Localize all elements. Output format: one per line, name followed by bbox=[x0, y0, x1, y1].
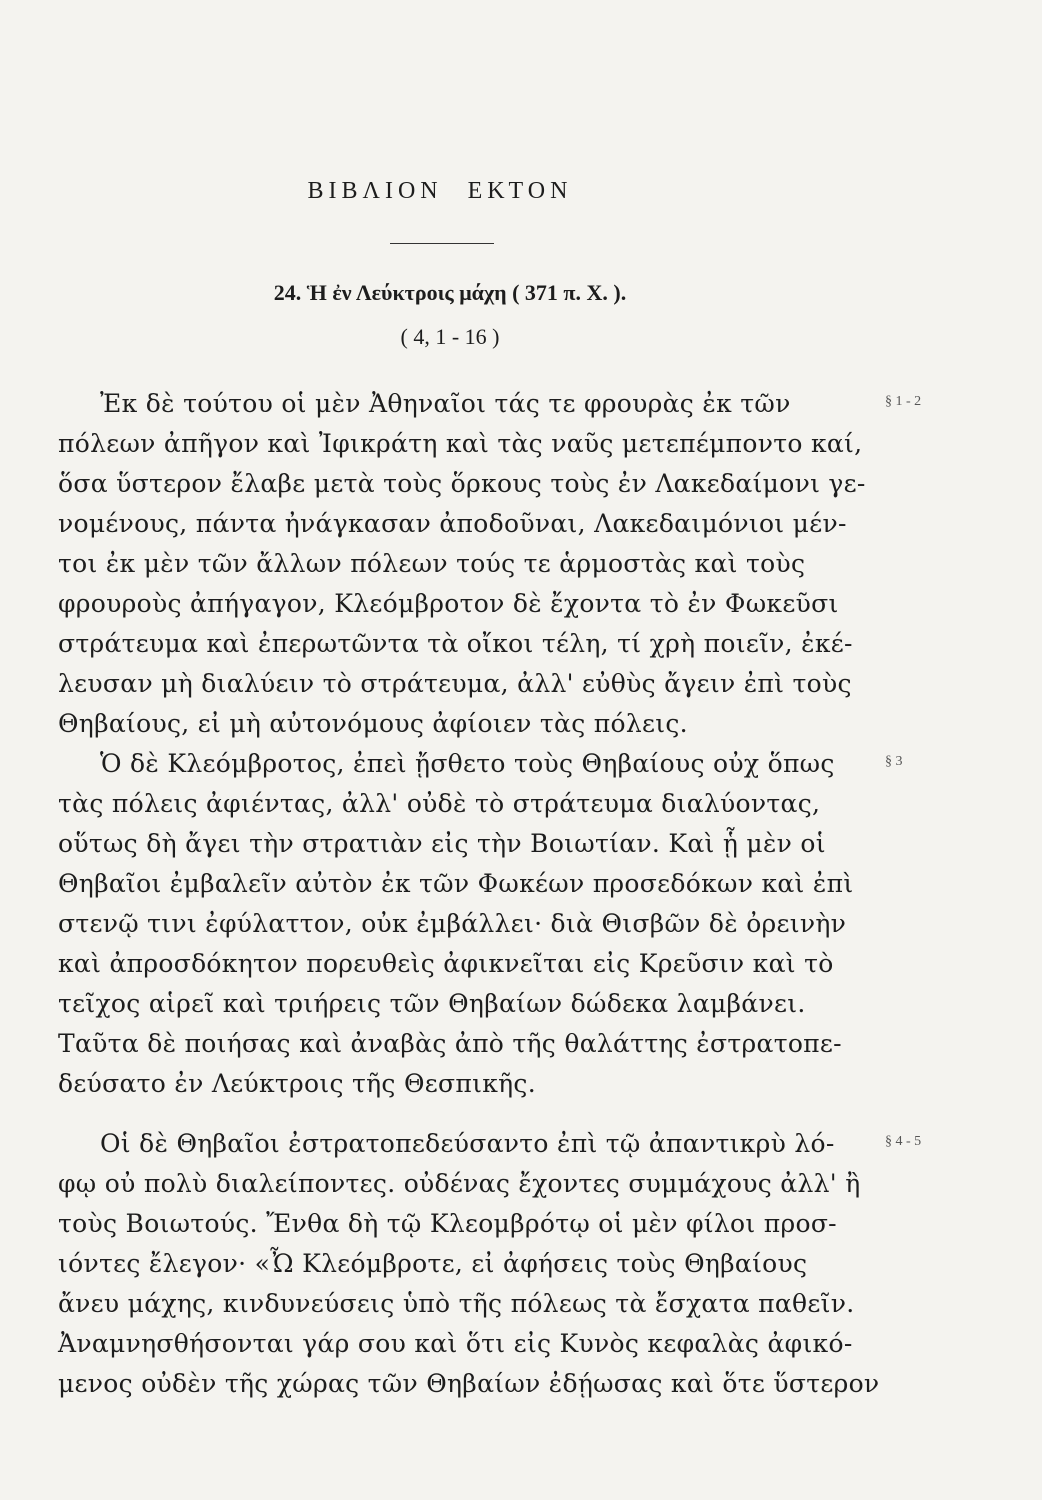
margin-reference: § 3 bbox=[885, 754, 903, 769]
chapter-reference: ( 4, 1 - 16 ) bbox=[400, 324, 500, 349]
text-line: Ὁ δὲ Κλεόμβροτος, ἐπεὶ ᾔσθετο τοὺς Θηβαίους οὐχ ὅπως bbox=[100, 749, 835, 778]
title-rule bbox=[390, 243, 494, 244]
text-line: μενος οὐδὲν τῆς χώρας τῶν Θηβαίων ἐδῄωσας καὶ ὅτε ὕστερον bbox=[58, 1369, 880, 1398]
text-line: πόλεων ἀπῆγον καὶ Ἰφικράτη καὶ τὰς ναῦς μετεπέμποντο καί, bbox=[58, 429, 863, 458]
text-line: Οἱ δὲ Θηβαῖοι ἐστρατοπεδεύσαντο ἐπὶ τῷ ἀπαντικρὺ λό- bbox=[100, 1129, 835, 1158]
text-line: λευσαν μὴ διαλύειν τὸ στράτευμα, ἀλλ' εὐθὺς ἄγειν ἐπὶ τοὺς bbox=[58, 669, 852, 698]
text-line: στενῷ τινι ἐφύλαττον, οὐκ ἐμβάλλει· διὰ Θισβῶν δὲ ὀρεινὴν bbox=[58, 909, 847, 938]
book-title: ΒΙΒΛΙΟΝ ΕΚΤΟΝ bbox=[307, 178, 573, 204]
text-line: ὅσα ὕστερον ἔλαβε μετὰ τοὺς ὅρκους τοὺς ἐν Λακεδαίμονι γε- bbox=[58, 469, 866, 498]
text-line: οὕτως δὴ ἄγει τὴν στρατιὰν εἰς τὴν Βοιωτίαν. Καὶ ᾗ μὲν οἱ bbox=[58, 829, 826, 858]
margin-reference: § 1 - 2 bbox=[885, 394, 922, 409]
text-line: Ἐκ δὲ τούτου οἱ μὲν Ἀθηναῖοι τάς τε φρουρὰς ἐκ τῶν bbox=[100, 389, 791, 418]
text-line: τοὺς Βοιωτούς. Ἔνθα δὴ τῷ Κλεομβρότῳ οἱ μὲν φίλοι προσ- bbox=[58, 1209, 837, 1238]
text-line: Θηβαῖοι ἐμβαλεῖν αὐτὸν ἐκ τῶν Φωκέων προσεδόκων καὶ ἐπὶ bbox=[58, 869, 854, 898]
text-line: Ἀναμνησθήσονται γάρ σου καὶ ὅτι εἰς Κυνὸς κεφαλὰς ἀφικό- bbox=[58, 1329, 853, 1358]
text-line: Θηβαίους, εἰ μὴ αὐτονόμους ἀφίοιεν τὰς πόλεις. bbox=[58, 709, 688, 738]
text-line: καὶ ἀπροσδόκητον πορευθεὶς ἀφικνεῖται εἰς Κρεῦσιν καὶ τὸ bbox=[58, 949, 834, 978]
margin-reference: § 4 - 5 bbox=[885, 1134, 922, 1149]
text-line: ιόντες ἔλεγον· «Ὦ Κλεόμβροτε, εἰ ἀφήσεις τοὺς Θηβαίους bbox=[58, 1249, 808, 1278]
text-line: δεύσατο ἐν Λεύκτροις τῆς Θεσπικῆς. bbox=[58, 1069, 536, 1098]
text-line: φρουροὺς ἀπήγαγον, Κλεόμβροτον δὲ ἔχοντα τὸ ἐν Φωκεῦσι bbox=[58, 589, 839, 618]
text-line: τεῖχος αἱρεῖ καὶ τριήρεις τῶν Θηβαίων δώδεκα λαμβάνει. bbox=[58, 989, 806, 1018]
text-line: Ταῦτα δὲ ποιήσας καὶ ἀναβὰς ἀπὸ τῆς θαλάττης ἐστρατοπε- bbox=[58, 1029, 842, 1058]
text-line: νομένους, πάντα ἠνάγκασαν ἀποδοῦναι, Λακεδαιμόνιοι μέν- bbox=[58, 509, 847, 538]
chapter-heading: 24. Ἡ ἐν Λεύκτροις μάχη ( 371 π. Χ. ). bbox=[273, 280, 627, 305]
text-line: τοι ἐκ μὲν τῶν ἄλλων πόλεων τούς τε ἁρμοστὰς καὶ τοὺς bbox=[58, 549, 806, 578]
text-line: τὰς πόλεις ἀφιέντας, ἀλλ' οὐδὲ τὸ στράτευμα διαλύοντας, bbox=[58, 789, 821, 818]
text-line: ἄνευ μάχης, κινδυνεύσεις ὑπὸ τῆς πόλεως τὰ ἔσχατα παθεῖν. bbox=[58, 1289, 855, 1318]
text-line: φῳ οὐ πολὺ διαλείποντες. οὐδένας ἔχοντες συμμάχους ἀλλ' ἢ bbox=[58, 1169, 861, 1198]
text-line: στράτευμα καὶ ἐπερωτῶντα τὰ οἴκοι τέλη, τί χρὴ ποιεῖν, ἐκέ- bbox=[58, 629, 853, 658]
